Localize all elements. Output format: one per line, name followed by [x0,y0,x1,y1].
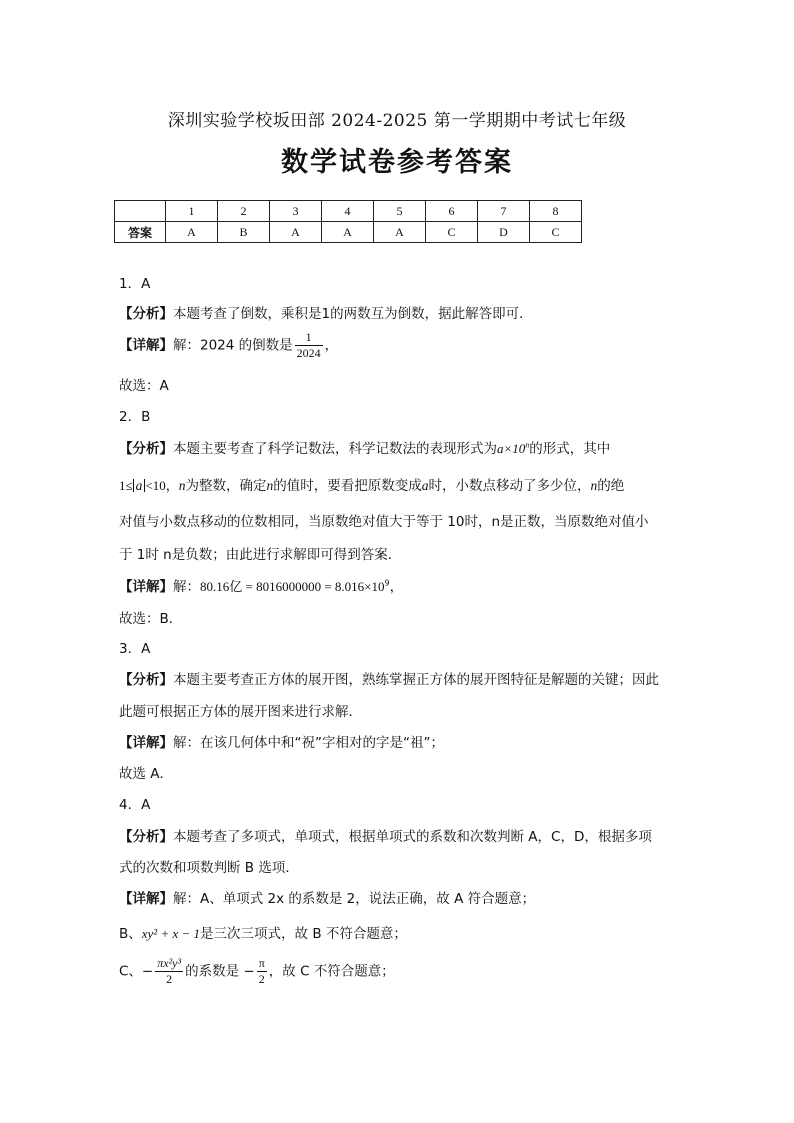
variable-n: n [178,478,186,493]
q1-conclusion: 故选：A [119,378,169,394]
fraction-denominator: 2 [258,972,265,986]
detail-text-end: ， [324,337,339,354]
q2-analysis-line3: 对值与小数点移动的位数相同，当原数绝对值大于等于 10时，n是正数，当原数绝对值小 [119,514,649,530]
option-label: C、− [119,963,154,980]
q3-analysis-line1 [119,668,659,688]
detail-text: 解：2024 的倒数是 [173,337,293,354]
q1-detail [119,330,338,361]
answer-cell: A [270,222,322,243]
answer-cell: B [218,222,270,243]
analysis-text: 本题主要考查正方体的展开图，熟练掌握正方体的展开图特征是解题的关键；因此 [173,672,659,688]
answer-table-answer-row [115,222,582,243]
q4-analysis-line2: 式的次数和项数判断 B 选项． [119,860,299,876]
fraction-numerator: πx²y³ [157,956,182,970]
q3-analysis-line2: 此题可根据正方体的展开图来进行求解． [119,704,362,720]
q4-detail [119,887,535,907]
detail-text: 解： [173,579,200,595]
question-number-cell: 5 [374,201,426,222]
detail-tag: 【详解】 [119,337,173,354]
answer-cell: C [426,222,478,243]
q4-analysis-line1 [119,825,652,845]
analysis-text: 为整数，确定 [185,478,267,494]
q4-option-c [119,956,395,987]
option-text: ，故 C 不符合题意； [268,963,395,980]
question-number-cell: 6 [426,201,478,222]
analysis-text: 时，小数点移动了多少位， [428,478,591,494]
formula: xy² + x − 1 [141,926,201,941]
q4-option-b [119,922,407,942]
analysis-text: 本题考查了倒数，乘积是1的两数互为倒数，据此解答即可． [173,306,533,322]
question-number-cell: 3 [270,201,322,222]
analysis-text: 的值时，要看把原数变成 [273,478,422,494]
question-number-cell: 1 [166,201,218,222]
detail-tag: 【详解】 [119,891,173,907]
q2-analysis-line1 [119,437,610,457]
answer-cell: A [322,222,374,243]
formula: 80.16亿 = 8016000000 = 8.016×10 [200,579,385,594]
exponent: n [525,440,530,450]
formula: 1≤ [119,478,133,493]
fraction-denominator: 2024 [296,346,321,360]
analysis-text: 的绝 [597,478,625,494]
q1-number: 1．A [119,276,151,292]
q2-number: 2．B [119,409,151,425]
question-number-cell: 2 [218,201,270,222]
q2-analysis-line2 [119,474,624,494]
question-number-cell: 8 [530,201,582,222]
table-corner-cell [115,201,166,222]
variable-n: n [590,478,598,493]
formula: <10， [145,478,179,493]
detail-tag: 【详解】 [119,579,173,595]
option-text: 是三次三项式，故 B 不符合题意； [200,926,407,942]
answer-table-header-row [115,201,582,222]
q1-analysis [119,302,533,322]
exam-subtitle: 深圳实验学校坂田部 2024-2025 第一学期期中考试七年级 [167,111,627,131]
answer-cell: C [530,222,582,243]
page-title: 数学试卷参考答案 [281,147,513,178]
fraction [295,330,323,361]
analysis-tag: 【分析】 [119,829,173,845]
option-text: 的系数是 − [185,963,255,980]
analysis-tag: 【分析】 [119,672,173,688]
detail-text: 解：在该几何体中和“祝”字相对的字是“祖”； [173,735,444,751]
question-number-cell: 7 [478,201,530,222]
fraction-numerator: 1 [295,330,323,346]
fraction-denominator: 2 [166,972,173,986]
q3-detail [119,731,444,751]
detail-text-end: ， [389,579,404,595]
analysis-text: 的形式，其中 [529,441,611,457]
detail-tag: 【详解】 [119,735,173,751]
analysis-tag: 【分析】 [119,306,173,322]
q2-detail [119,575,403,595]
answer-table [114,200,582,243]
answer-cell: D [478,222,530,243]
q3-number: 3．A [119,641,151,657]
fraction [257,956,267,987]
answer-row-label: 答案 [115,222,166,243]
answer-cell: A [374,222,426,243]
fraction [155,956,183,987]
question-number-cell: 4 [322,201,374,222]
absolute-value: a [133,479,146,492]
exponent: 9 [384,578,390,588]
q4-number: 4．A [119,797,151,813]
detail-text: 解：A、单项式 2x 的系数是 2，说法正确，故 A 符合题意； [173,891,536,907]
variable-n: n [266,478,274,493]
q3-conclusion: 故选 A． [119,766,174,782]
formula: a×10 [497,441,526,456]
q2-analysis-line4: 于 1时 n是负数；由此进行求解即可得到答案． [119,547,402,563]
option-label: B、 [119,926,142,942]
fraction-numerator: π [258,956,265,970]
q2-conclusion: 故选：B． [119,611,183,627]
analysis-text: 本题考查了多项式，单项式，根据单项式的系数和次数判断 A，C，D，根据多项 [173,829,652,845]
analysis-text: 本题主要考查了科学记数法，科学记数法的表现形式为 [173,441,497,457]
answer-cell: A [166,222,218,243]
analysis-tag: 【分析】 [119,441,173,457]
variable-a: a [421,478,429,493]
